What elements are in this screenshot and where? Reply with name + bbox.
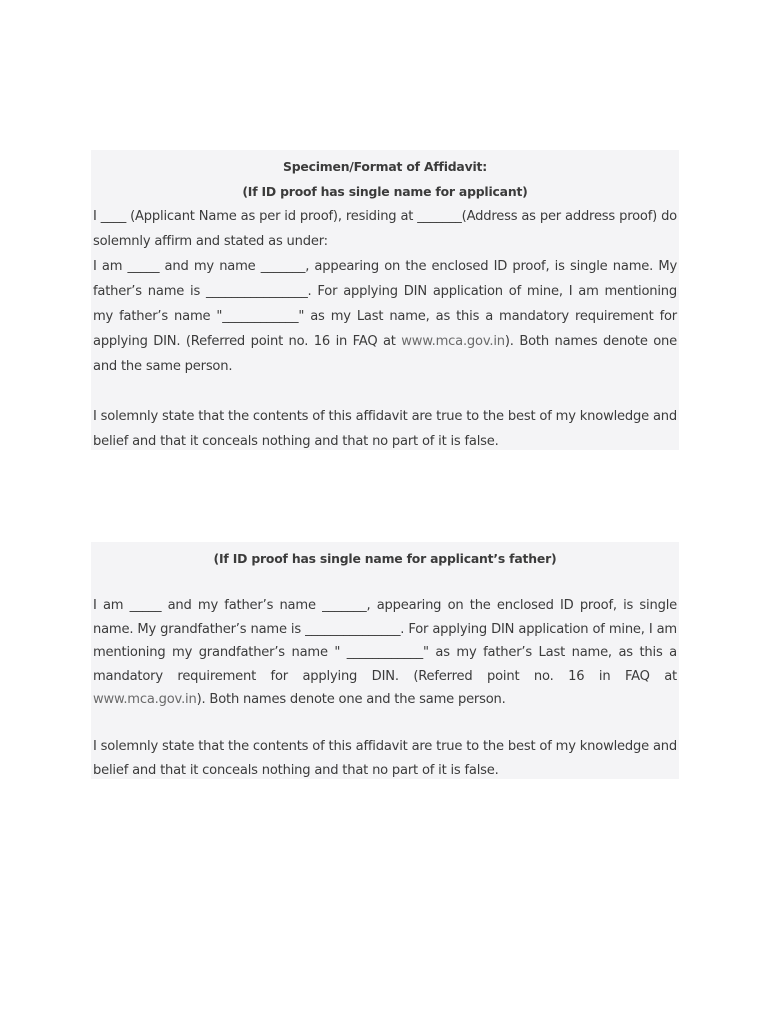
single-name-paragraph xyxy=(93,254,677,379)
mca-link[interactable]: www.mca.gov.in xyxy=(93,692,197,708)
mca-link[interactable]: www.mca.gov.in xyxy=(401,334,505,349)
solemn-statement-paragraph: I solemnly state that the contents of this affidavit are true to the best of my knowledge and belief and that it conceals nothing and that no part of it is false. xyxy=(93,738,677,778)
paragraph-text: ). Both names denote one and the same person. xyxy=(93,334,677,374)
section-subheading-father: (If ID proof has single name for applicant’s father) xyxy=(213,551,557,566)
declaration-paragraph: I ____ (Applicant Name as per id proof), residing at _______(Address as per address proof) do solemnly affirm and stated as under: xyxy=(93,209,677,249)
affidavit-section-applicant xyxy=(91,150,679,450)
paragraph-text: I am _____ and my name _______, appearing on the enclosed ID proof, is single name. My father’s name is ________________. For applying DIN application of mine, I am mentioning my father’s name "____________" as my Last name, as this a mandatory requirement for applying DIN. (Referred point no. 16 in FAQ at xyxy=(93,259,677,349)
paragraph-text: I am _____ and my father’s name _______, appearing on the enclosed ID proof, is single name. My grandfather’s name is _______________. For applying DIN application of mine, I am mentioning my grandfather’s name " ____________" as my father’s Last name, as this a mandatory requirement for applying DIN. (Referred point no. 16 in FAQ at xyxy=(93,598,677,684)
affidavit-section-father xyxy=(91,542,679,779)
paragraph-spacer xyxy=(93,379,677,404)
paragraph-spacer xyxy=(93,571,677,594)
affidavit-heading: Specimen/Format of Affidavit: xyxy=(282,159,487,174)
single-name-paragraph xyxy=(93,594,677,712)
solemn-statement-paragraph: I solemnly state that the contents of this affidavit are true to the best of my knowledge and belief and that it conceals nothing and that no part of it is false. xyxy=(93,409,677,449)
paragraph-text: ). Both names denote one and the same person. xyxy=(196,692,506,708)
section-subheading-applicant: (If ID proof has single name for applicant) xyxy=(242,184,528,199)
paragraph-spacer xyxy=(93,712,677,735)
